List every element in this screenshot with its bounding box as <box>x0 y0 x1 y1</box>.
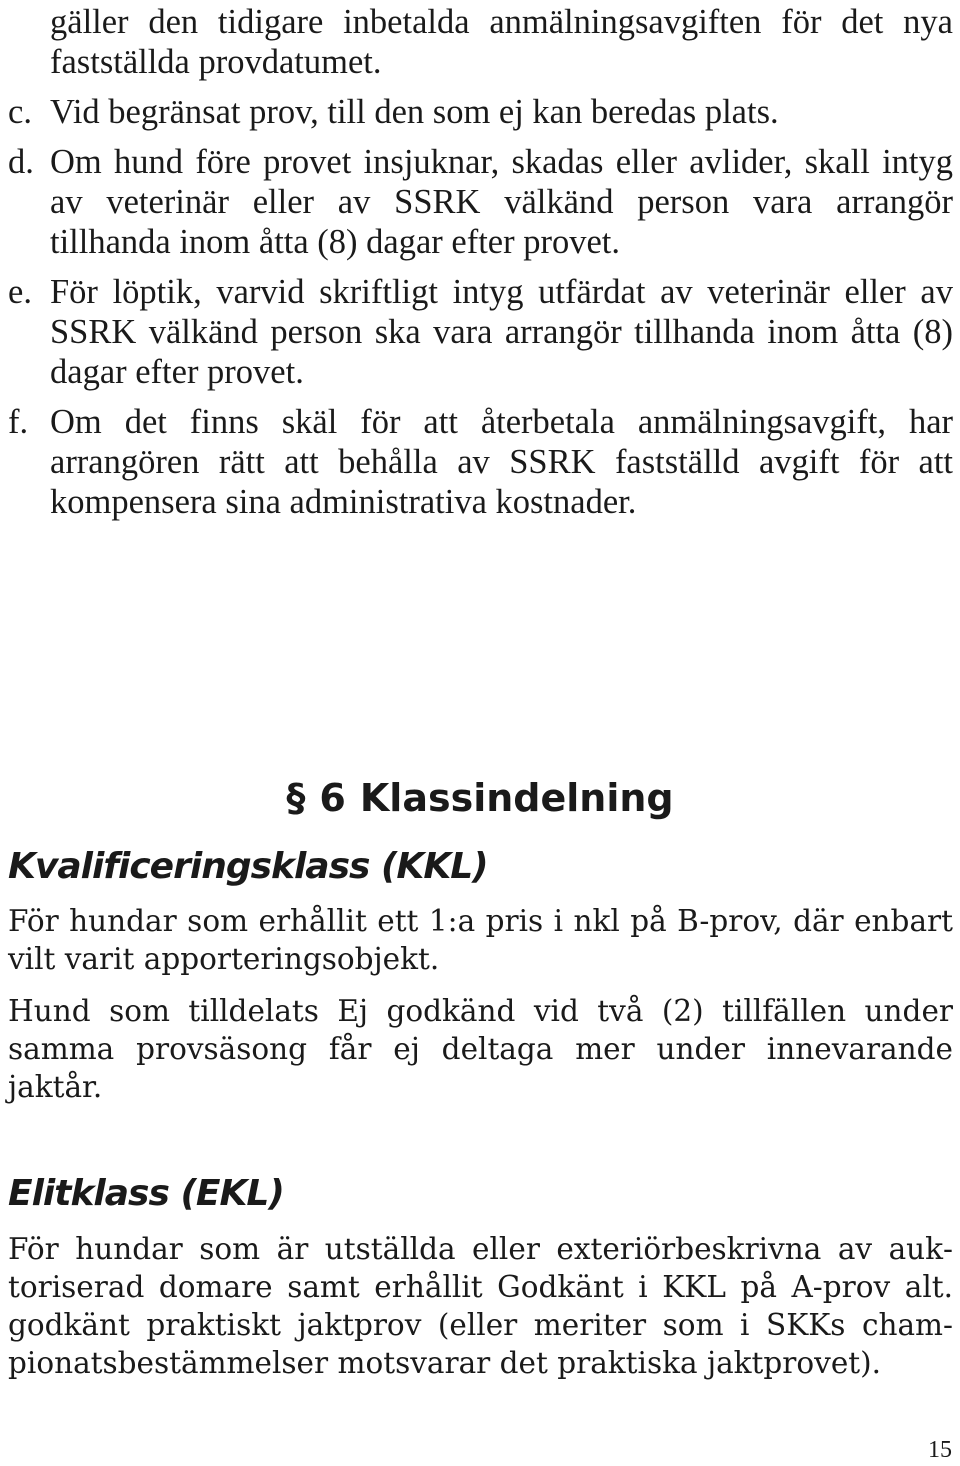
list-item-marker: f. <box>8 403 29 441</box>
kkl-heading: Kvalificeringsklass (KKL) <box>8 846 488 887</box>
kkl-paragraph-2: Hund som tilldelats Ej godkänd vid två (2) tillfällen under samma provsäsong får ej deltaga mer under innevarande jaktår. <box>8 994 953 1104</box>
section-symbol: § <box>286 776 306 820</box>
ekl-paragraph: För hundar som är utställda eller exteriörbeskrivna av auktoriserad domare samt erhållit Godkänt i KKL på A-prov alt. godkänt praktiskt jaktprov (eller meriter som i SKKs championatsbestämmelser motsvarar det praktiska jaktprovet). <box>8 1232 953 1380</box>
list-item-f <box>8 402 953 522</box>
list-item-marker: d. <box>8 143 34 181</box>
list-item-text: Vid begränsat prov, till den som ej kan beredas plats. <box>50 93 779 131</box>
section-number: 6 <box>319 776 346 820</box>
list-item-marker: c. <box>8 93 32 131</box>
kkl-paragraph-1: För hundar som erhållit ett 1:a pris i nkl på B-prov, där enbart vilt varit apporteringsobjekt. <box>8 904 953 976</box>
list-item-d <box>8 142 953 262</box>
list-item-marker: e. <box>8 273 32 311</box>
list-item-text: gäller den tidigare inbetalda anmälningsavgiften för det nya fastställda provdatumet. <box>50 3 953 81</box>
list-item-e <box>8 272 953 392</box>
ekl-heading: Elitklass (EKL) <box>8 1173 284 1214</box>
section-title-text: Klassindelning <box>359 776 674 820</box>
page-number: 15 <box>928 1437 952 1463</box>
list-item-text: För löptik, varvid skriftligt intyg utfärdat av veterinär eller av SSRK välkänd person ska vara arrangör tillhanda inom åtta (8) dagar efter provet. <box>50 273 953 391</box>
section-title <box>0 770 960 826</box>
list-item-text: Om det finns skäl för att återbetala anmälningsavgift, har arrangören rätt att behålla av SSRK fastställd avgift för att kompensera sina administrativa kostnader. <box>50 403 953 521</box>
list-item-carryover <box>8 2 953 82</box>
list-item-text: Om hund före provet insjuknar, skadas eller avlider, skall intyg av veterinär eller av SSRK välkänd person vara arrangör tillhanda inom åtta (8) dagar efter provet. <box>50 143 953 261</box>
list-item-c <box>8 92 953 132</box>
